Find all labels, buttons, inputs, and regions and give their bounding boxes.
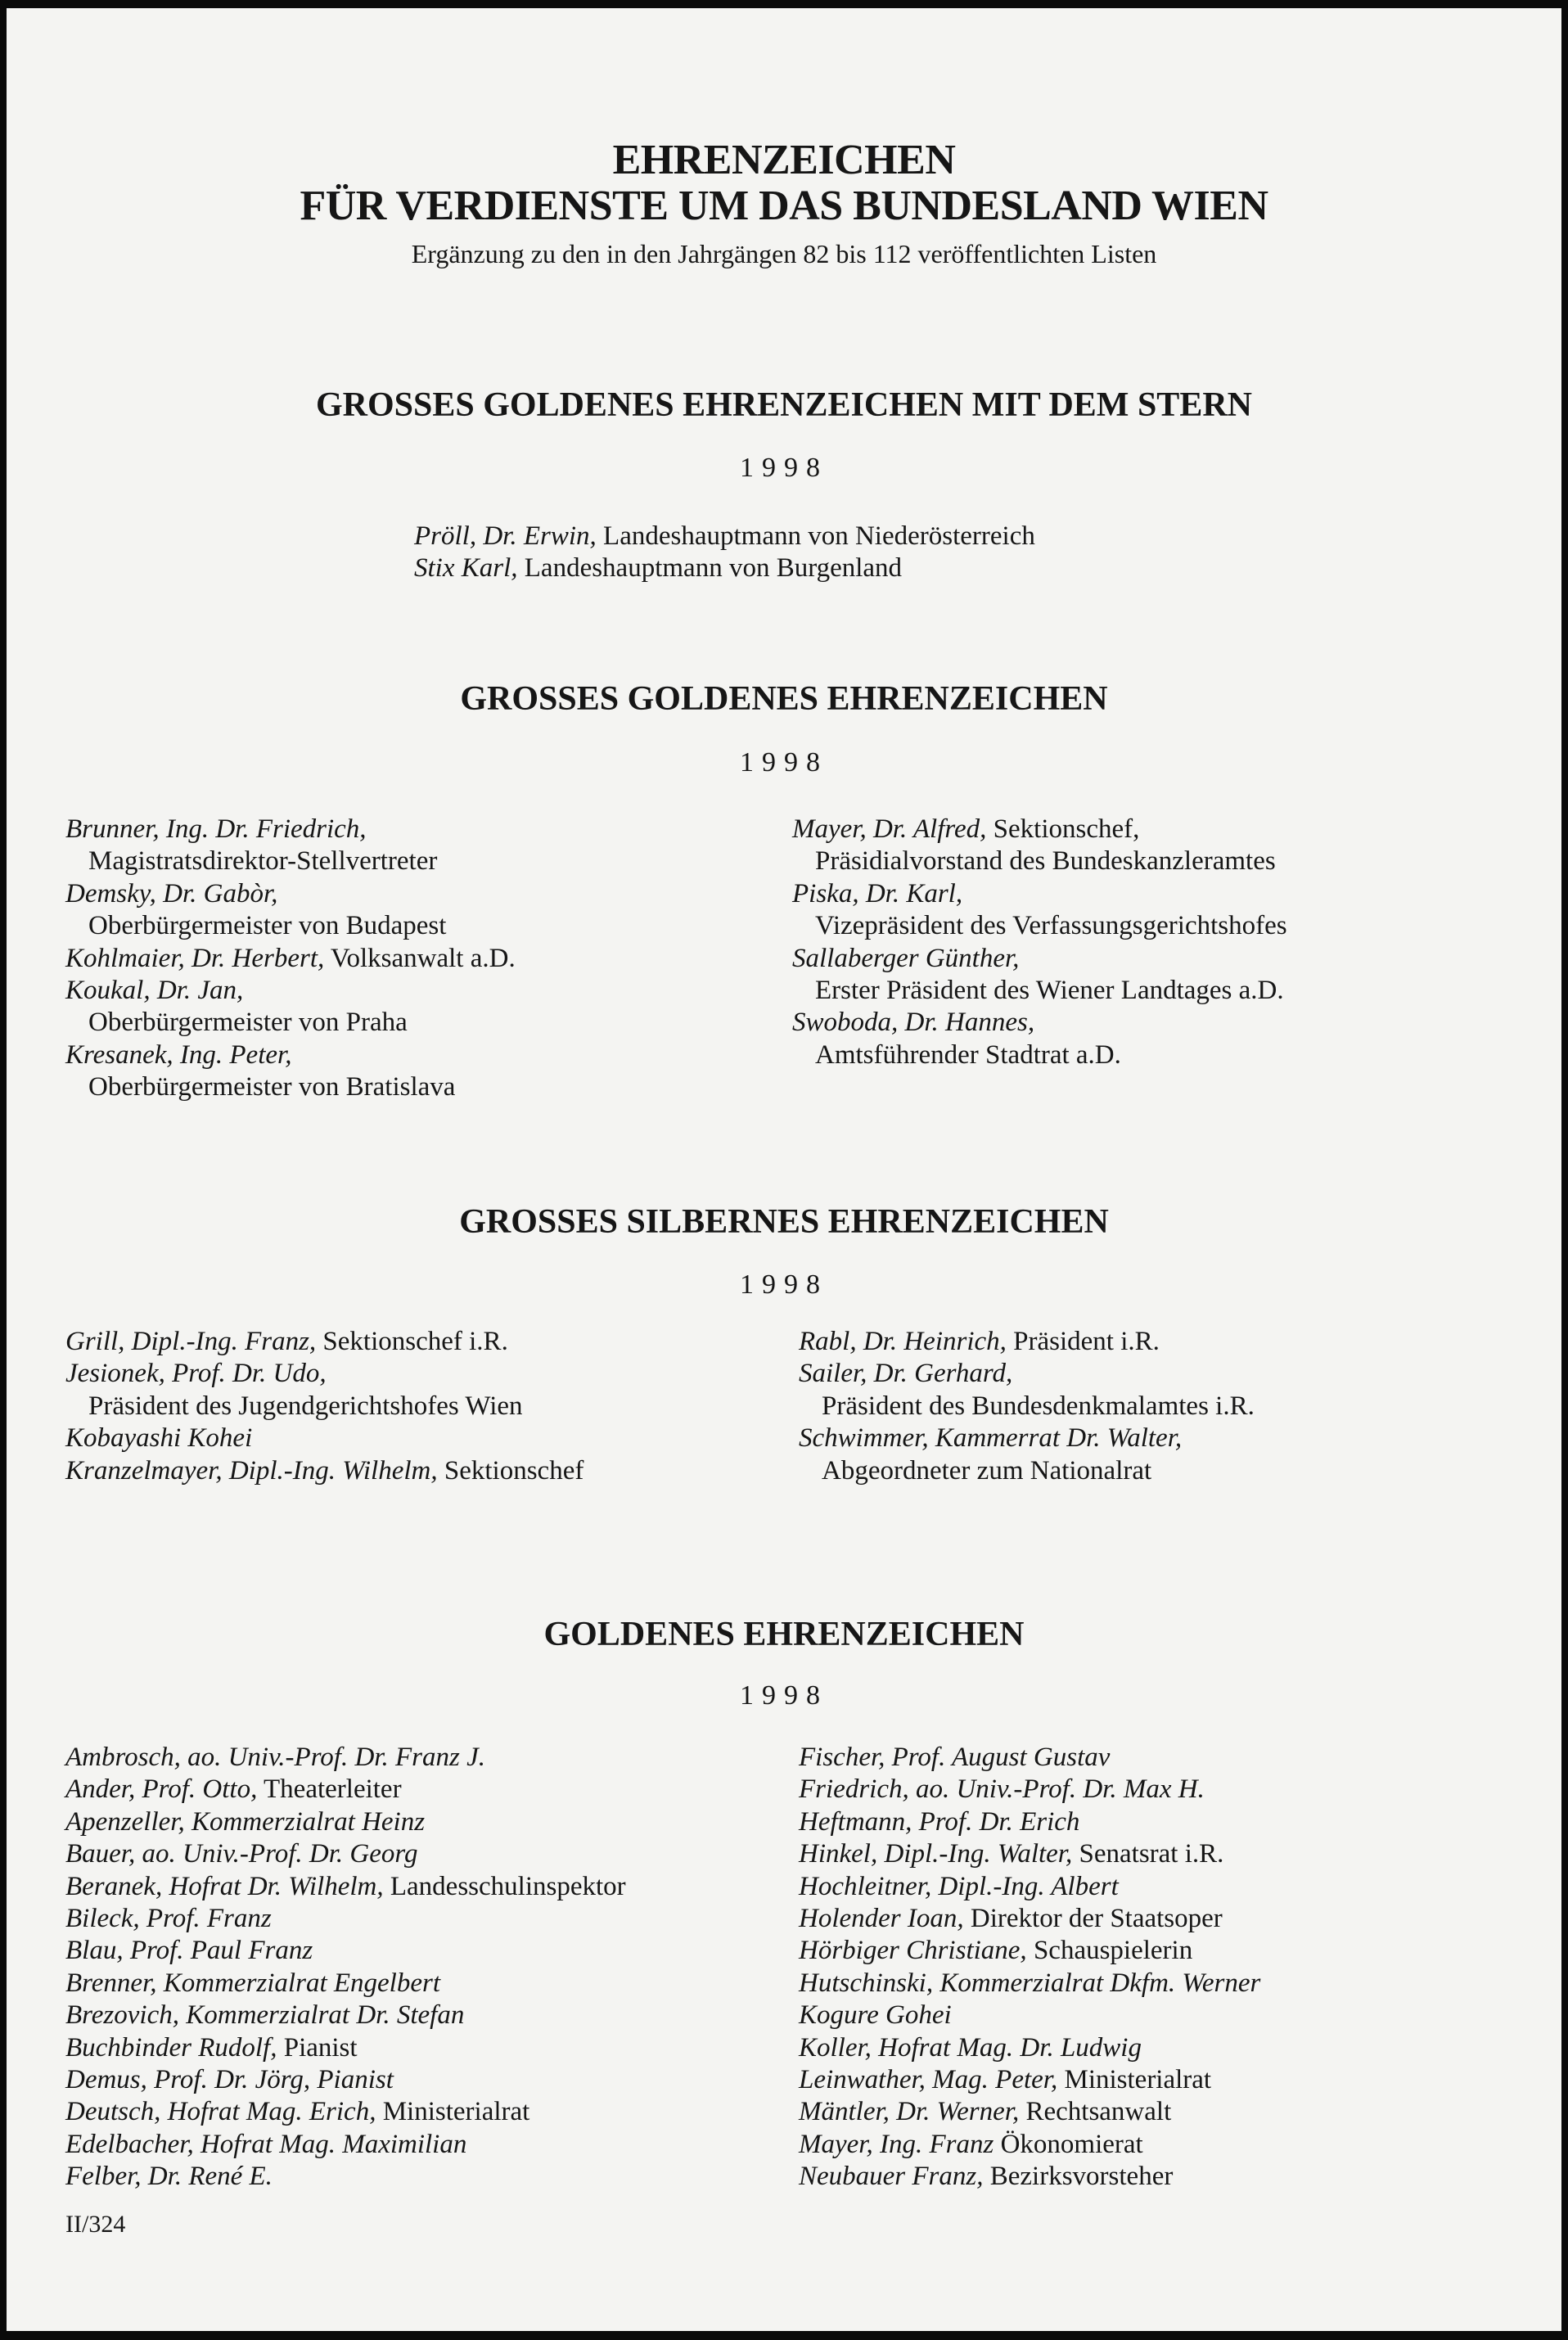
person-name: Deutsch, Hofrat Mag. Erich,: [65, 2097, 376, 2127]
person-name: Neubauer Franz,: [799, 2162, 984, 2192]
entry-list-right: [792, 814, 1287, 1071]
entry-line: [65, 2064, 626, 2096]
list-item: [792, 814, 1287, 878]
person-name: Kranzelmayer, Dipl.-Ing. Wilhelm,: [65, 1455, 438, 1486]
list-item: [799, 1358, 1255, 1422]
section-title: GROSSES SILBERNES EHRENZEICHEN: [459, 1203, 1109, 1241]
person-name: Brezovich, Kommerzialrat Dr. Stefan: [65, 2000, 465, 2031]
list-item: [65, 1039, 516, 1104]
list-item: [799, 1422, 1255, 1487]
list-item: [799, 1871, 1260, 1903]
entry-line: [799, 1774, 1260, 1806]
entry-line: [799, 1742, 1260, 1774]
entry-line: [414, 521, 1035, 552]
entry-line: [65, 1935, 626, 1967]
person-title: Ministerialrat: [376, 2097, 530, 2127]
person-name: Koukal, Dr. Jan,: [65, 976, 244, 1006]
entry-line: [799, 2129, 1260, 2161]
list-item: [799, 1838, 1260, 1870]
entry-line: [799, 2096, 1260, 2128]
entry-line: [799, 2161, 1260, 2193]
person-name: Blau, Prof. Paul Franz: [65, 1936, 313, 1966]
person-name: Apenzeller, Kommerzialrat Heinz: [65, 1806, 426, 1837]
person-name: Brenner, Kommerzialrat Engelbert: [65, 1968, 440, 1998]
year-label: 1998: [740, 1680, 828, 1711]
list-item: [799, 2000, 1260, 2031]
person-name: Bauer, ao. Univ.-Prof. Dr. Georg: [65, 1839, 418, 1869]
document-header: [7, 138, 1561, 270]
document-title-line1: EHRENZEICHEN: [612, 137, 956, 183]
entry-line: [65, 2032, 626, 2064]
list-item: [799, 2129, 1260, 2161]
list-item: [65, 814, 516, 878]
entry-list-center: [414, 521, 1035, 585]
entry-list-left: [65, 1326, 583, 1487]
entry-list-right: [799, 1742, 1260, 2193]
document-subtitle: Ergänzung zu den in den Jahrgängen 82 bis 112 veröffentlichten Listen: [411, 239, 1157, 268]
person-name: Fischer, Prof. August Gustav: [799, 1743, 1111, 1772]
person-name: Ambrosch, ao. Univ.-Prof. Dr. Franz J.: [65, 1743, 485, 1772]
entry-line: [799, 2032, 1260, 2064]
entry-line: [799, 1326, 1255, 1358]
person-name: Demus, Prof. Dr. Jörg, Pianist: [65, 2065, 394, 2095]
person-name: Grill, Dipl.-Ing. Franz,: [65, 1327, 317, 1356]
entry-line: [799, 1935, 1260, 1967]
entry-line: [65, 1326, 583, 1358]
list-item: [799, 2096, 1260, 2128]
entry-list-left: [65, 1742, 626, 2193]
person-title: Rechtsanwalt: [1019, 2097, 1172, 2127]
person-name: Mäntler, Dr. Werner,: [799, 2097, 1020, 2127]
entry-line: [65, 1358, 583, 1390]
person-title: Bezirksvorsteher: [983, 2162, 1174, 2192]
person-function: Abgeordneter zum Nationalrat: [822, 1455, 1152, 1486]
section-title: GROSSES GOLDENES EHRENZEICHEN MIT DEM STERN: [315, 386, 1252, 424]
entry-line: [65, 1838, 626, 1870]
section-title: GOLDENES EHRENZEICHEN: [543, 1616, 1025, 1653]
person-name: Leinwather, Mag. Peter,: [799, 2065, 1058, 2095]
person-name: Edelbacher, Hofrat Mag. Maximilian: [65, 2129, 467, 2159]
entry-line: [65, 2000, 626, 2031]
section-title: GROSSES GOLDENES EHRENZEICHEN: [460, 680, 1108, 718]
list-item: [65, 1871, 626, 1903]
list-item: [65, 2000, 626, 2031]
entry-line: [799, 1422, 1255, 1454]
person-title: Theaterleiter: [257, 1774, 402, 1805]
person-name: Piska, Dr. Karl,: [792, 878, 963, 908]
person-title: Senatsrat i.R.: [1072, 1839, 1224, 1869]
person-name: Hutschinski, Kommerzialrat Dkfm. Werner: [799, 1968, 1261, 1998]
person-name: Kresanek, Ing. Peter,: [65, 1039, 292, 1070]
list-item: [65, 1455, 583, 1487]
list-item: [65, 2129, 626, 2161]
entry-line: [799, 1806, 1260, 1838]
entry-line: [799, 1838, 1260, 1870]
entry-line: [414, 552, 1035, 584]
entry-line: [65, 1039, 516, 1071]
person-name: Schwimmer, Kammerrat Dr. Walter,: [799, 1423, 1183, 1454]
entry-line: [65, 975, 516, 1007]
person-function: Erster Präsident des Wiener Landtages a.D.: [815, 976, 1284, 1006]
person-function: Oberbürgermeister von Praha: [88, 1008, 408, 1038]
person-title: Präsident i.R.: [1006, 1327, 1160, 1356]
entry-line: [65, 814, 516, 845]
list-item: [65, 1422, 583, 1454]
entry-line: [65, 1871, 626, 1903]
entry-line: [65, 1774, 626, 1806]
person-title: Volksanwalt a.D.: [324, 943, 516, 973]
section-year: [7, 1269, 1561, 1301]
list-item: [799, 2032, 1260, 2064]
entry-line: [65, 1742, 626, 1774]
person-title: Direktor der Staatsoper: [963, 1904, 1223, 1934]
list-item: [799, 2064, 1260, 2096]
list-item: [65, 2161, 626, 2193]
list-item: [792, 943, 1287, 1008]
person-function: Präsident des Bundesdenkmalamtes i.R.: [822, 1391, 1255, 1421]
list-item: [65, 1806, 626, 1838]
entry-list-right: [799, 1326, 1255, 1487]
person-name: Sailer, Dr. Gerhard,: [799, 1359, 1013, 1389]
list-item: [792, 1007, 1287, 1071]
person-title: Ökonomierat: [994, 2129, 1143, 2159]
person-name: Ander, Prof. Otto,: [65, 1774, 258, 1805]
person-name: Buchbinder Rudolf,: [65, 2032, 277, 2063]
person-name: Sallaberger Günther,: [792, 943, 1020, 973]
person-name: Swoboda, Dr. Hannes,: [792, 1008, 1035, 1038]
list-item: [65, 1968, 626, 2000]
list-item: [65, 2064, 626, 2096]
entry-line: [799, 1968, 1260, 2000]
person-name: Hörbiger Christiane,: [799, 1936, 1027, 1966]
person-name: Rabl, Dr. Heinrich,: [799, 1327, 1007, 1356]
person-name: Holender Ioan,: [799, 1904, 964, 1934]
person-title: Sektionschef i.R.: [316, 1327, 508, 1356]
list-item: [799, 1774, 1260, 1806]
list-item: [65, 2032, 626, 2064]
person-title: Landeshauptmann von Burgenland: [517, 553, 903, 584]
person-name: Felber, Dr. René E.: [65, 2162, 273, 2192]
person-name: Hochleitner, Dipl.-Ing. Albert: [799, 1871, 1119, 1901]
person-title: Sektionschef: [437, 1455, 584, 1486]
person-name: Kobayashi Kohei: [65, 1423, 253, 1454]
person-name: Kohlmaier, Dr. Herbert,: [65, 943, 325, 973]
person-function: Magistratsdirektor-Stellvertreter: [88, 846, 438, 877]
list-item: [65, 1774, 626, 1806]
entry-line: [65, 2161, 626, 2193]
person-name: Bileck, Prof. Franz: [65, 1904, 272, 1934]
person-title: Sektionschef,: [986, 814, 1140, 844]
entry-line: [792, 878, 1287, 910]
person-title: Schauspielerin: [1026, 1936, 1193, 1966]
person-name: Brunner, Ing. Dr. Friedrich,: [65, 814, 367, 844]
person-name: Kogure Gohei: [799, 2000, 952, 2031]
person-name: Hinkel, Dipl.-Ing. Walter,: [799, 1839, 1073, 1869]
person-function: Präsident des Jugendgerichtshofes Wien: [88, 1391, 523, 1421]
person-name: Pröll, Dr. Erwin,: [414, 521, 597, 551]
entry-line: [799, 1358, 1255, 1390]
entry-line: [65, 2129, 626, 2161]
list-item: [65, 1838, 626, 1870]
entry-line: [792, 943, 1287, 975]
person-function: Oberbürgermeister von Budapest: [88, 911, 447, 941]
list-item: [799, 1742, 1260, 1774]
year-label: 1998: [740, 1269, 828, 1300]
entry-list-left: [65, 814, 516, 1104]
person-name: Friedrich, ao. Univ.-Prof. Dr. Max H.: [799, 1774, 1205, 1805]
entry-line: [65, 1968, 626, 2000]
entry-line: [799, 2064, 1260, 2096]
entry-line: [792, 814, 1287, 845]
list-item: [65, 943, 516, 975]
list-item: [799, 2161, 1260, 2193]
list-item: [65, 1935, 626, 1967]
entry-line: [792, 1007, 1287, 1039]
person-name: Mayer, Dr. Alfred,: [792, 814, 987, 844]
page-number: II/324: [65, 2211, 126, 2238]
year-label: 1998: [740, 747, 828, 778]
entry-line: [65, 1806, 626, 1838]
person-title: Ministerialrat: [1057, 2065, 1212, 2095]
list-item: [799, 1903, 1260, 1935]
entry-line: [65, 2096, 626, 2128]
person-name: Heftmann, Prof. Dr. Erich: [799, 1806, 1080, 1837]
list-item: [65, 2096, 626, 2128]
entry-line: [799, 1903, 1260, 1935]
list-item: [414, 521, 1035, 552]
list-item: [799, 1935, 1260, 1967]
section-year: [7, 746, 1561, 779]
list-item: [65, 1358, 583, 1422]
list-item: [799, 1326, 1255, 1358]
list-item: [799, 1968, 1260, 2000]
list-item: [414, 552, 1035, 584]
entry-line: [65, 943, 516, 975]
list-item: [799, 1806, 1260, 1838]
list-item: [65, 1326, 583, 1358]
document-title-line2: FÜR VERDIENSTE UM DAS BUNDESLAND WIEN: [300, 183, 1268, 229]
list-item: [65, 1742, 626, 1774]
list-item: [792, 878, 1287, 943]
person-function: Präsidialvorstand des Bundeskanzleramtes: [815, 846, 1276, 877]
entry-line: [799, 2000, 1260, 2031]
section-year: [7, 1679, 1561, 1712]
person-name: Koller, Hofrat Mag. Dr. Ludwig: [799, 2032, 1142, 2063]
list-item: [65, 878, 516, 943]
entry-line: [65, 878, 516, 910]
person-title: Pianist: [277, 2032, 358, 2063]
entry-line: [65, 1455, 583, 1487]
document-page: [7, 8, 1561, 2331]
person-function: Vizepräsident des Verfassungsgerichtshofes: [815, 911, 1287, 941]
person-function: Amtsführender Stadtrat a.D.: [815, 1039, 1121, 1070]
person-name: Mayer, Ing. Franz: [799, 2129, 994, 2159]
entry-line: [65, 1422, 583, 1454]
person-name: Beranek, Hofrat Dr. Wilhelm,: [65, 1871, 384, 1901]
list-item: [65, 975, 516, 1039]
person-title: Landesschulinspektor: [383, 1871, 626, 1901]
entry-line: [65, 1903, 626, 1935]
person-name: Stix Karl,: [414, 553, 518, 584]
list-item: [65, 1903, 626, 1935]
person-function: Oberbürgermeister von Bratislava: [88, 1072, 456, 1102]
person-name: Demsky, Dr. Gabòr,: [65, 878, 278, 908]
entry-line: [799, 1871, 1260, 1903]
year-label: 1998: [740, 453, 828, 483]
person-title: Landeshauptmann von Niederösterreich: [596, 521, 1035, 551]
section-year: [7, 452, 1561, 485]
person-name: Jesionek, Prof. Dr. Udo,: [65, 1359, 327, 1389]
